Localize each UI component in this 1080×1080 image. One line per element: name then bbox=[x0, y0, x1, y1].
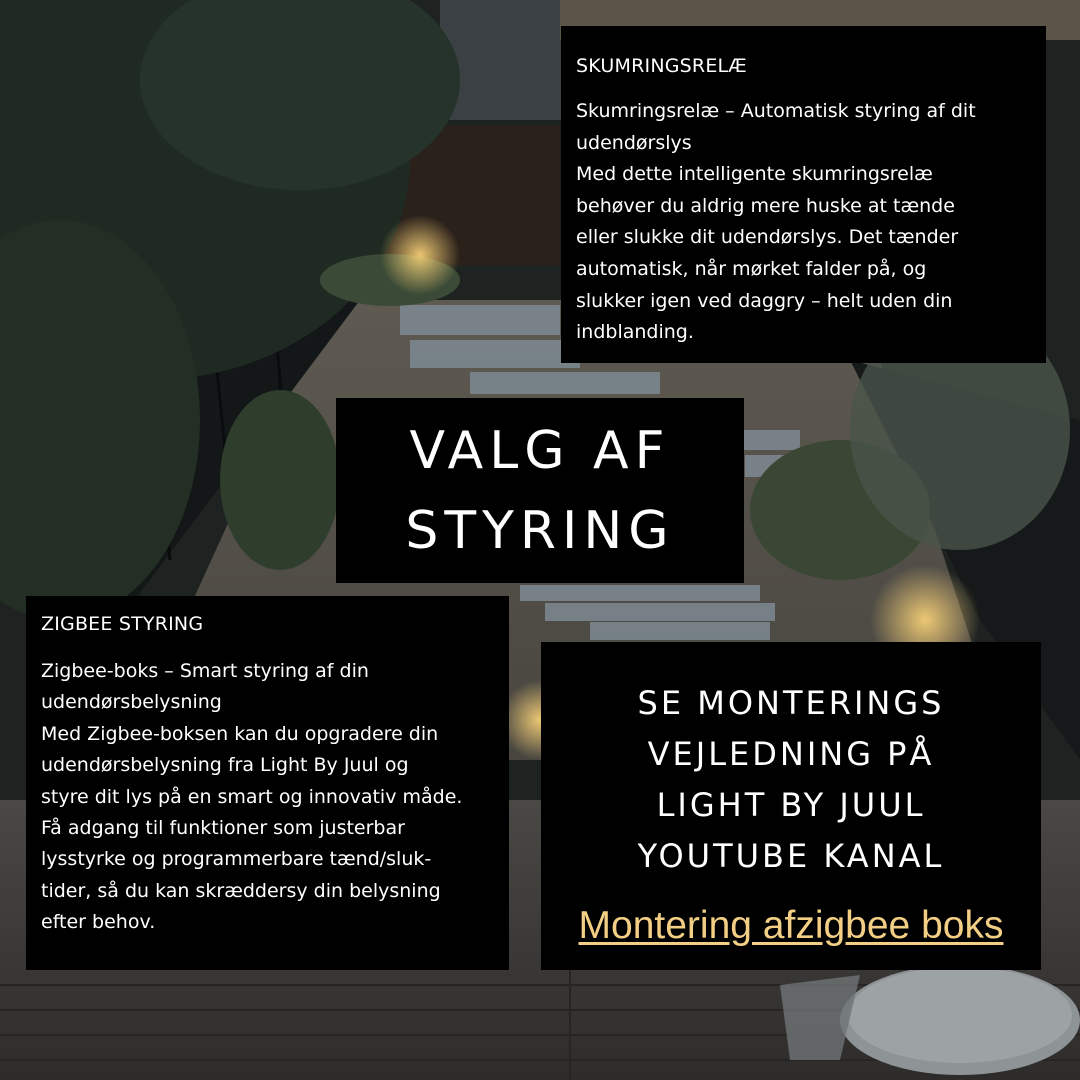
video-guide-panel bbox=[541, 642, 1041, 970]
video-guide-line: LIGHT BY JUUL bbox=[656, 786, 926, 824]
zigbee-line: lysstyrke og programmerbare tænd/sluk- bbox=[41, 848, 432, 871]
skumringsrelae-line: slukker igen ved daggry – helt uden din bbox=[576, 289, 953, 312]
page-title-panel bbox=[336, 398, 744, 583]
video-guide-line: YOUTUBE KANAL bbox=[637, 837, 945, 875]
skumringsrelae-line: indblanding. bbox=[576, 321, 694, 344]
zigbee-panel bbox=[26, 596, 509, 970]
skumringsrelae-panel bbox=[561, 26, 1046, 363]
zigbee-line: Få adgang til funktioner som justerbar bbox=[41, 817, 405, 840]
montering-zigbee-video-link[interactable]: Montering afzigbee boks bbox=[578, 904, 1004, 947]
page-title-line-2: STYRING bbox=[405, 500, 675, 561]
zigbee-heading: ZIGBEE STYRING bbox=[41, 613, 204, 635]
skumringsrelae-line: behøver du aldrig mere huske at tænde bbox=[576, 194, 955, 217]
video-guide-line: VEJLEDNING PÅ bbox=[647, 735, 935, 773]
skumringsrelae-description bbox=[576, 96, 1032, 349]
skumringsrelae-line: Med dette intelligente skumringsrelæ bbox=[576, 163, 933, 186]
zigbee-line: udendørsbelysning fra Light By Juul og bbox=[41, 754, 409, 777]
skumringsrelae-heading: SKUMRINGSRELÆ bbox=[576, 55, 748, 77]
zigbee-line: udendørsbelysning bbox=[41, 691, 222, 714]
zigbee-description bbox=[41, 656, 499, 939]
zigbee-line: styre dit lys på en smart og innovativ måde. bbox=[41, 785, 463, 808]
page-title-line-1: VALG AF bbox=[409, 420, 671, 481]
zigbee-line: Med Zigbee-boksen kan du opgradere din bbox=[41, 722, 439, 745]
skumringsrelae-line: Skumringsrelæ – Automatisk styring af dit bbox=[576, 100, 976, 122]
skumringsrelae-line: udendørslys bbox=[576, 131, 692, 154]
video-guide-line: SE MONTERINGS bbox=[637, 684, 945, 722]
skumringsrelae-line: automatisk, når mørket falder på, og bbox=[576, 257, 927, 280]
skumringsrelae-line: eller slukke dit udendørslys. Det tænder bbox=[576, 226, 959, 249]
zigbee-line: tider, så du kan skræddersy din belysning bbox=[41, 879, 441, 902]
zigbee-line: Zigbee-boks – Smart styring af din bbox=[41, 660, 369, 682]
zigbee-line: efter behov. bbox=[41, 911, 156, 934]
